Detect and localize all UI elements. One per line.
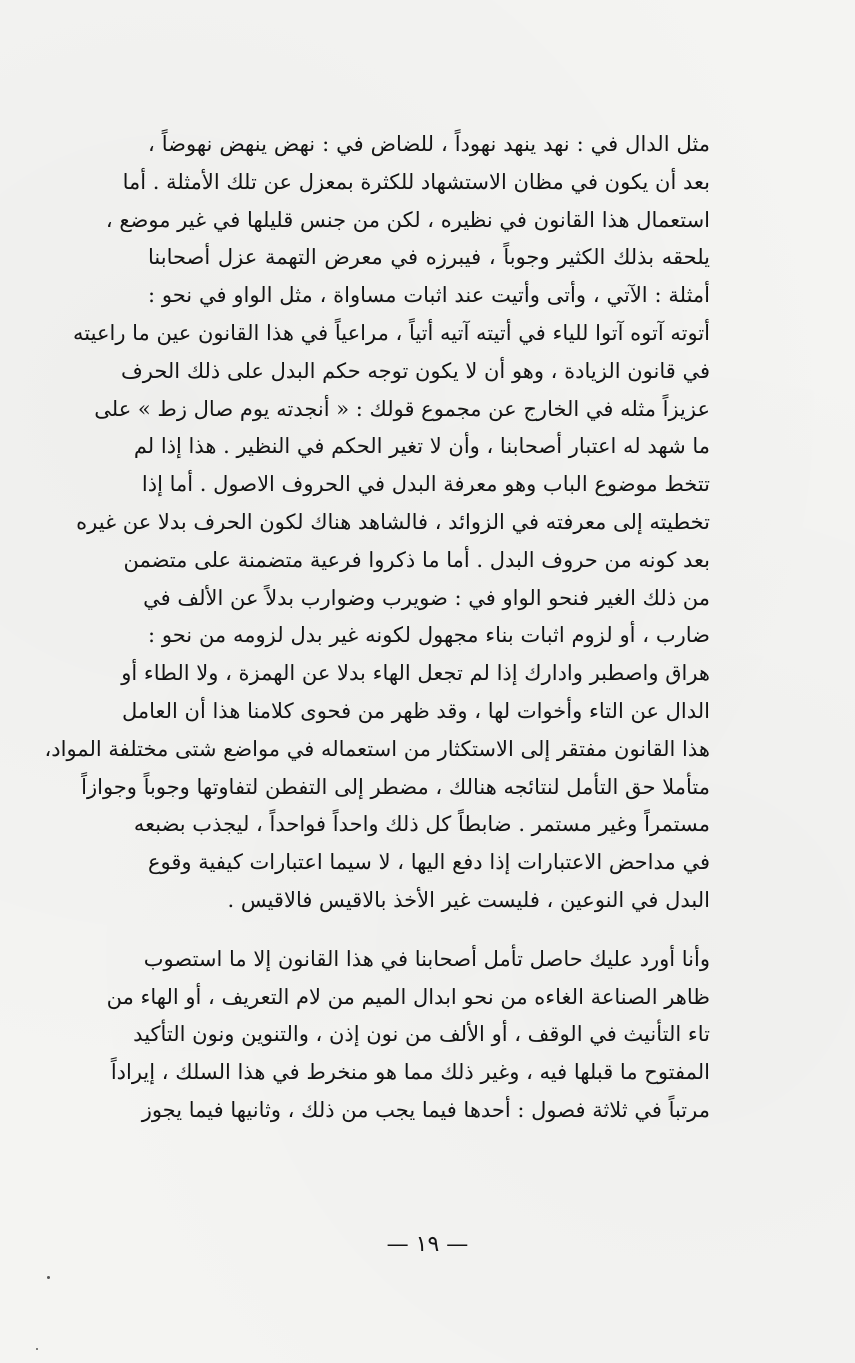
page-number: — ١٩ — bbox=[386, 1232, 469, 1257]
text-line: أتوته آتوه آتوا للياء في أتيته آتيه أتياً ، مراعياً في هذا القانون عين ما راعيته bbox=[73, 320, 710, 345]
text-line: مستمراً وغير مستمر . ضابطاً كل ذلك واحداً فواحداً ، ليجذب بضبعه bbox=[133, 812, 710, 837]
text-line: هذا القانون مفتقر إلى الاستكثار من استعماله في مواضع شتى مختلفة المواد، bbox=[44, 736, 710, 761]
paragraph-gap bbox=[148, 920, 710, 941]
text-line: المفتوح ما قبلها فيه ، وغير ذلك مما هو منخرط في هذا السلك ، إيراداً bbox=[110, 1060, 710, 1085]
text-line: يلحقه بذلك الكثير وجوباً ، فيبرزه في معرض التهمة عزل أصحابنا bbox=[148, 245, 710, 270]
text-line: متأملا حق التأمل لنتائجه هنالك ، مضطر إلى التفطن لتفاوتها وجوباً وجوازاً bbox=[81, 774, 710, 799]
text-line: عزيزاً مثله في الخارج عن مجموع قولك : « أنجدته يوم صال زط » على bbox=[94, 396, 710, 421]
text-line: أمثلة : الآتي ، وأتى وأتيت عند اثبات مساواة ، مثل الواو في نحو : bbox=[148, 283, 710, 308]
paragraph-2 bbox=[106, 941, 710, 1130]
text-line: بعد كونه من حروف البدل . أما ما ذكروا فرعية متضمنة على متضمن bbox=[123, 547, 710, 572]
paper-speck bbox=[36, 1348, 38, 1350]
text-line: مرتباً في ثلاثة فصول : أحدها فيما يجب من ذلك ، وثانيها فيما يجوز bbox=[141, 1097, 710, 1122]
text-line: تتخط موضوع الباب وهو معرفة البدل في الحروف الاصول . أما إذا bbox=[141, 472, 710, 497]
text-line: ظاهر الصناعة الغاءه من نحو ابدال الميم من لام التعريف ، أو الهاء من bbox=[106, 984, 710, 1009]
text-line: في قانون الزيادة ، وهو أن لا يكون توجه حكم البدل على ذلك الحرف bbox=[121, 358, 710, 383]
text-line: بعد أن يكون في مظان الاستشهاد للكثرة بمعزل عن تلك الأمثلة . أما bbox=[122, 169, 710, 194]
text-line: في مداحض الاعتبارات إذا دفع اليها ، لا سيما اعتبارات كيفية وقوع bbox=[148, 850, 710, 875]
text-line: مثل الدال في : نهد ينهد نهوداً ، للضاض في : نهض ينهض نهوضاً ، bbox=[148, 132, 710, 156]
text-line: تخطيته إلى معرفته في الزوائد ، فالشاهد هناك لكون الحرف بدلا عن غيره bbox=[76, 509, 710, 534]
paragraph-1 bbox=[44, 126, 710, 920]
text-line: هراق واصطبر وادارك إذا لم تجعل الهاء بدلا عن الهمزة ، ولا الطاء أو bbox=[121, 661, 710, 686]
text-line: الدال عن التاء وأخوات لها ، وقد ظهر من فحوى كلامنا هذا أن العامل bbox=[121, 698, 710, 723]
text-line: البدل في النوعين ، فليست غير الأخذ بالاقيس فالاقيس . bbox=[227, 887, 710, 912]
text-line: ضارب ، أو لزوم اثبات بناء مجهول لكونه غير بدل لزومه من نحو : bbox=[148, 623, 710, 648]
paper-speck bbox=[47, 1276, 50, 1279]
text-line: تاء التأنيث في الوقف ، أو الألف من نون إذن ، والتنوين ونون التأكيد bbox=[133, 1022, 710, 1047]
text-line: وأنا أورد عليك حاصل تأمل أصحابنا في هذا القانون إلا ما استصوب bbox=[143, 946, 710, 971]
text-line: استعمال هذا القانون في نظيره ، لكن من جنس قليلها في غير موضع ، bbox=[105, 207, 710, 232]
body-text bbox=[44, 126, 710, 1130]
text-line: من ذلك الغير فنحو الواو في : ضويرب وضوارب بدلاً عن الألف في bbox=[143, 585, 710, 610]
text-line: ما شهد له اعتبار أصحابنا ، وأن لا تغير الحكم في النظير . هذا إذا لم bbox=[133, 434, 710, 459]
